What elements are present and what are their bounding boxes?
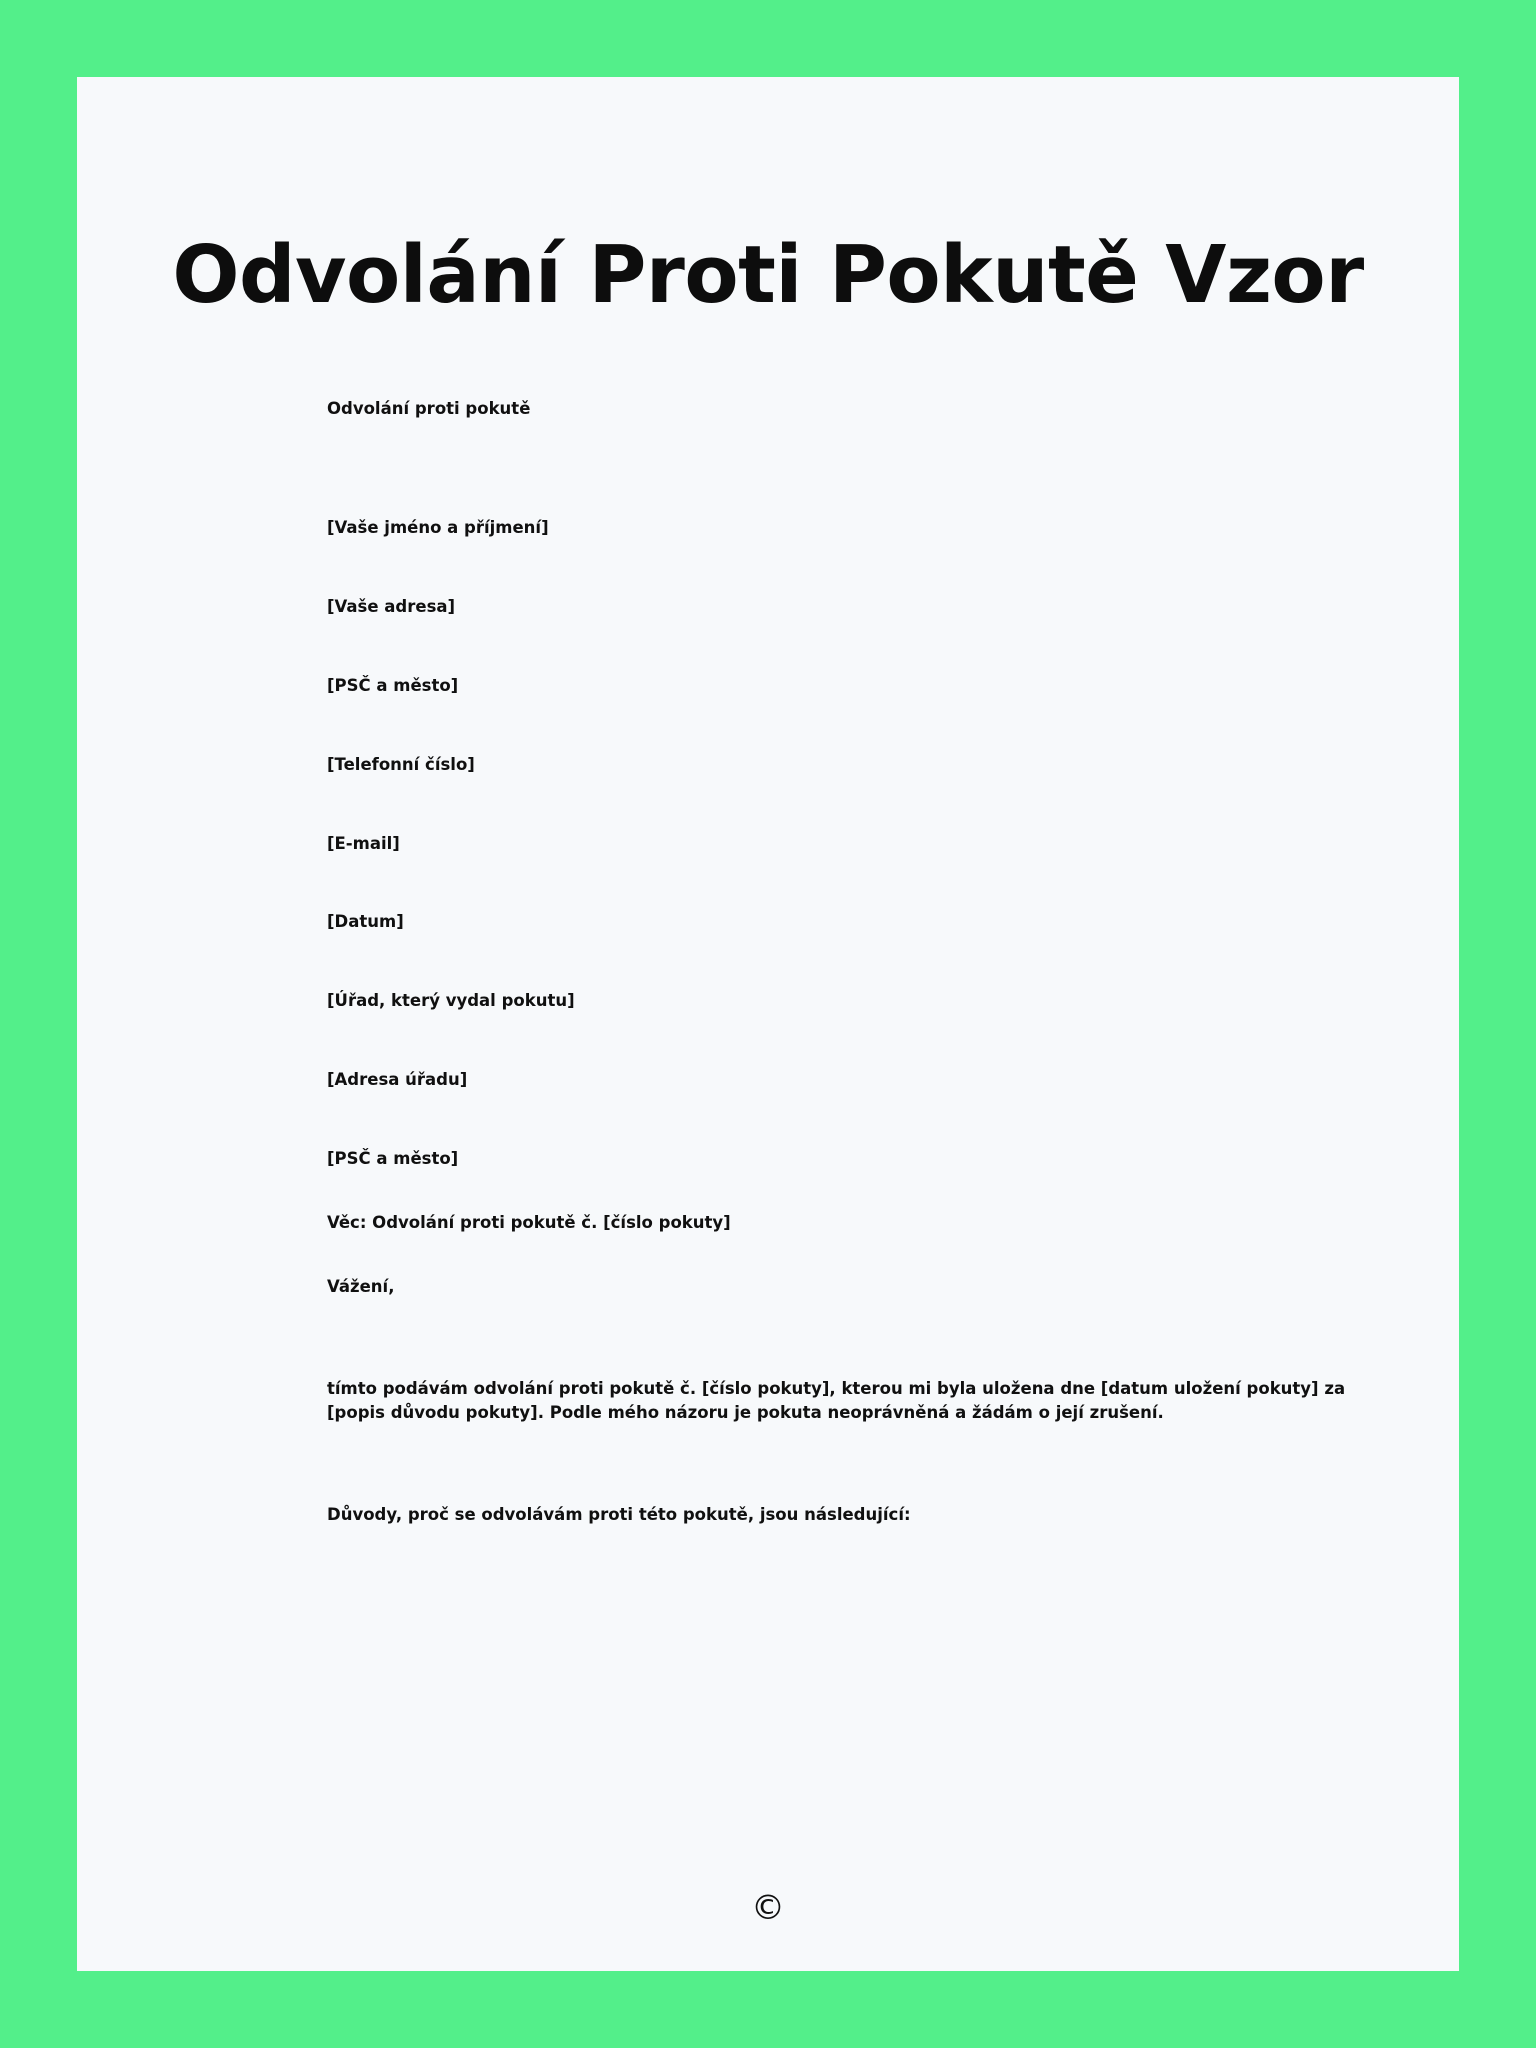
subject-line: Věc: Odvolání proti pokutě č. [číslo pokuty] — [327, 1213, 731, 1233]
sender-zip-city: [PSČ a město] — [327, 675, 459, 695]
document-sheet — [77, 77, 1459, 1971]
reasons-intro: Důvody, proč se odvolávám proti této pokutě, jsou následující: — [327, 1504, 911, 1524]
page-title: Odvolání Proti Pokutě Vzor — [172, 229, 1364, 321]
copyright-icon: © — [751, 1888, 785, 1928]
sender-email: [E-mail] — [327, 833, 400, 853]
document-body — [77, 397, 1459, 1527]
document-date: [Datum] — [327, 912, 404, 932]
body-paragraph: tímto podávám odvolání proti pokutě č. [číslo pokuty], kterou mi byla uložena dne [datum uložení pokuty] za [popis důvodu pokuty]. Podle mého názoru je pokuta neoprávněná a žádám o její zrušení. — [327, 1378, 1346, 1422]
document-heading: Odvolání proti pokutě — [327, 398, 531, 418]
sender-name: [Vaše jméno a příjmení] — [327, 517, 549, 537]
document-footer — [77, 1888, 1459, 1928]
sender-address: [Vaše adresa] — [327, 596, 456, 616]
salutation: Vážení, — [327, 1277, 395, 1297]
sender-phone: [Telefonní číslo] — [327, 754, 475, 774]
recipient-zip-city: [PSČ a město] — [327, 1149, 459, 1169]
recipient-address: [Adresa úřadu] — [327, 1070, 468, 1090]
recipient-authority: [Úřad, který vydal pokutu] — [327, 991, 575, 1011]
